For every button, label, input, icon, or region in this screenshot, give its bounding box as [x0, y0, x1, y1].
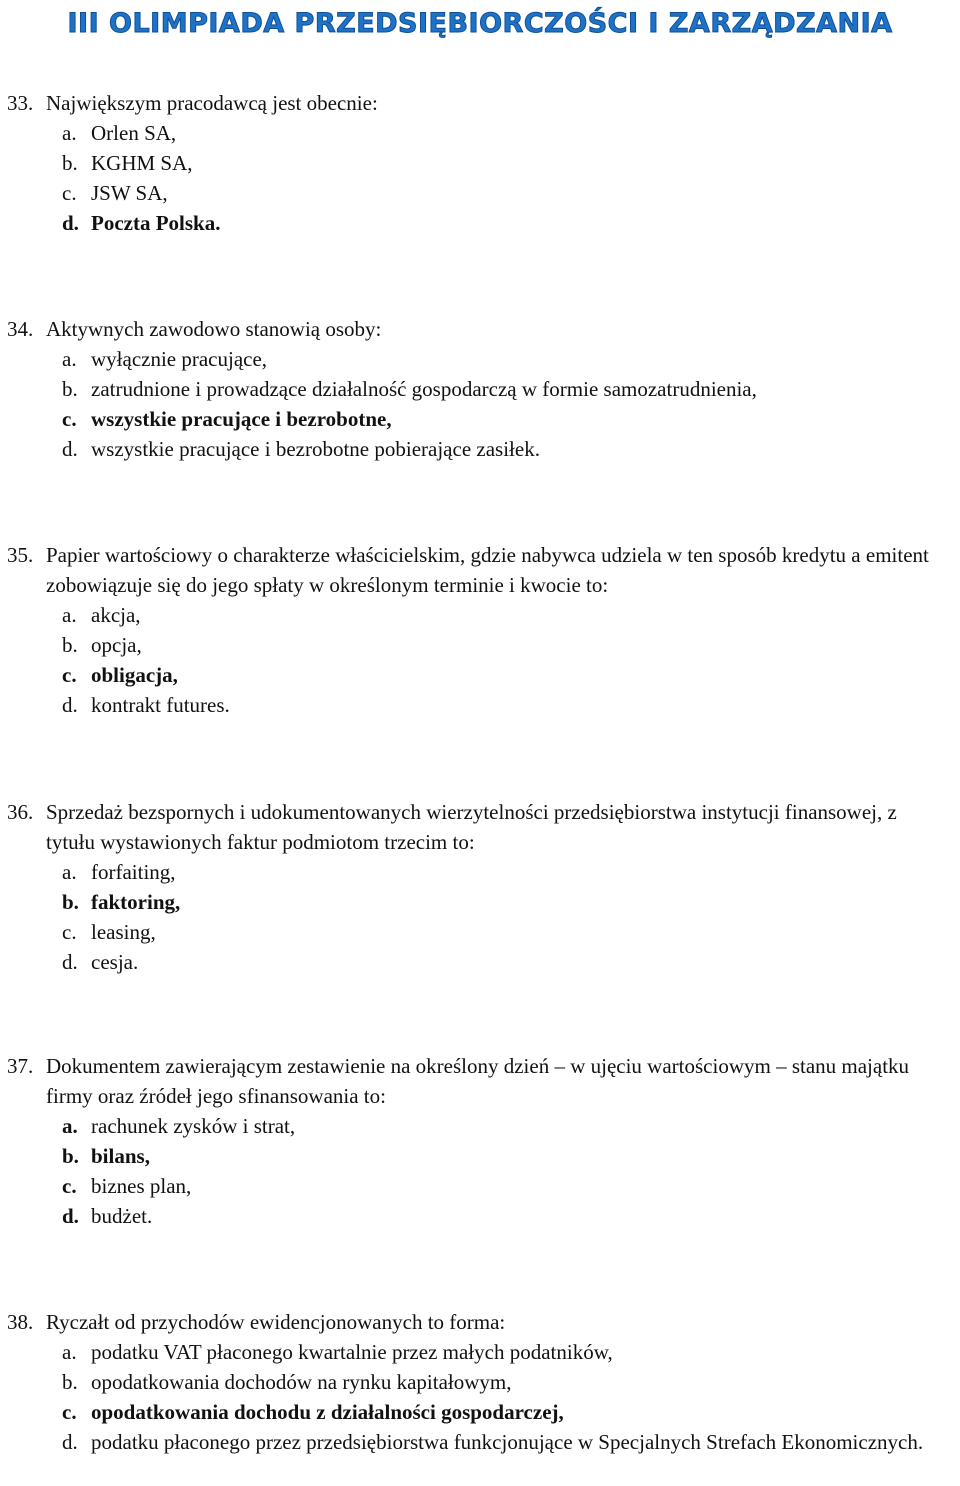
option-text: opodatkowania dochodów na rynku kapitałowym, [91, 1370, 512, 1394]
answer-option-d [0, 947, 960, 977]
answer-option-a [0, 857, 960, 887]
question-38 [0, 1307, 960, 1457]
answer-option-b [0, 630, 960, 660]
answer-option-a [0, 344, 960, 374]
answer-option-a [0, 1111, 960, 1141]
answer-option-d [0, 434, 960, 464]
option-text: cesja. [91, 950, 139, 974]
option-letter: b. [62, 1144, 79, 1168]
question-text [0, 1307, 960, 1337]
question-text [0, 540, 960, 600]
answer-option-c-correct [0, 1397, 960, 1427]
option-text: opodatkowania dochodu z działalności gospodarczej, [91, 1400, 564, 1424]
option-letter: b. [62, 151, 78, 175]
question-text [0, 88, 960, 118]
option-letter: c. [62, 663, 77, 687]
answer-option-d-correct [0, 208, 960, 238]
option-text: bilans, [91, 1144, 150, 1168]
question-number: 34. [7, 317, 34, 341]
answer-option-a [0, 1337, 960, 1367]
option-text: leasing, [91, 920, 156, 944]
option-letter: a. [62, 860, 77, 884]
option-text: budżet. [91, 1204, 153, 1228]
option-letter: d. [62, 1430, 78, 1454]
question-number: 38. [7, 1310, 34, 1334]
option-text: podatku płaconego przez przedsiębiorstwa funkcjonujące w Specjalnych Strefach Ekonomicznych. [91, 1430, 924, 1454]
answer-option-a [0, 600, 960, 630]
option-letter: a. [62, 347, 77, 371]
answer-option-b-correct [0, 887, 960, 917]
page-header-title: III OLIMPIADA PRZEDSIĘBIORCZOŚCI I ZARZĄDZANIA [67, 8, 893, 39]
question-number: 33. [7, 91, 34, 115]
option-letter: a. [62, 121, 77, 145]
option-letter: b. [62, 1370, 78, 1394]
question-stem: Aktywnych zawodowo stanowią osoby: [46, 317, 382, 341]
answer-option-d [0, 690, 960, 720]
option-letter: c. [62, 181, 77, 205]
option-text: obligacja, [91, 663, 178, 687]
question-stem: Dokumentem zawierającym zestawienie na określony dzień – w ujęciu wartościowym – stanu majątku firmy oraz źródeł jego sfinansowania to: [46, 1054, 910, 1108]
option-letter: a. [62, 1114, 78, 1138]
question-33 [0, 88, 960, 238]
option-letter: d. [62, 437, 78, 461]
option-text: biznes plan, [91, 1174, 192, 1198]
option-text: wszystkie pracujące i bezrobotne, [91, 407, 392, 431]
option-letter: b. [62, 633, 78, 657]
option-letter: d. [62, 1204, 79, 1228]
option-text: rachunek zysków i strat, [91, 1114, 296, 1138]
option-letter: a. [62, 603, 77, 627]
option-text: wszystkie pracujące i bezrobotne pobierające zasiłek. [91, 437, 540, 461]
option-letter: a. [62, 1340, 77, 1364]
answer-option-c-correct [0, 404, 960, 434]
option-text: wyłącznie pracujące, [91, 347, 268, 371]
question-stem: Ryczałt od przychodów ewidencjonowanych to forma: [46, 1310, 506, 1334]
option-text: Poczta Polska. [91, 211, 221, 235]
question-number: 35. [7, 543, 34, 567]
question-34 [0, 314, 960, 464]
answer-option-d [0, 1427, 960, 1457]
question-35 [0, 540, 960, 720]
answer-option-b [0, 1367, 960, 1397]
question-stem: Papier wartościowy o charakterze właścicielskim, gdzie nabywca udziela w ten sposób kredytu a emitent zobowiązuje się do jego spłaty w określonym terminie i kwocie to: [46, 543, 929, 597]
option-text: faktoring, [91, 890, 181, 914]
question-text [0, 314, 960, 344]
question-text [0, 797, 960, 857]
answer-option-b [0, 148, 960, 178]
option-letter: d. [62, 693, 78, 717]
question-text [0, 1051, 960, 1111]
option-text: opcja, [91, 633, 142, 657]
answer-option-c [0, 1171, 960, 1201]
option-text: Orlen SA, [91, 121, 177, 145]
question-37 [0, 1051, 960, 1231]
option-letter: b. [62, 890, 79, 914]
option-letter: c. [62, 920, 77, 944]
option-letter: b. [62, 377, 78, 401]
question-36 [0, 797, 960, 977]
option-text: JSW SA, [91, 181, 168, 205]
option-letter: d. [62, 950, 78, 974]
option-text: kontrakt futures. [91, 693, 230, 717]
option-text: zatrudnione i prowadzące działalność gospodarczą w formie samozatrudnienia, [91, 377, 757, 401]
option-letter: c. [62, 407, 77, 431]
question-stem: Sprzedaż bezspornych i udokumentowanych wierzytelności przedsiębiorstwa instytucji finansowej, z tytułu wystawionych faktur podmiotom trzecim to: [46, 800, 897, 854]
question-stem: Największym pracodawcą jest obecnie: [46, 91, 378, 115]
option-text: forfaiting, [91, 860, 176, 884]
question-number: 37. [7, 1054, 34, 1078]
answer-option-d [0, 1201, 960, 1231]
answer-option-c [0, 917, 960, 947]
answer-option-c-correct [0, 660, 960, 690]
question-number: 36. [7, 800, 34, 824]
answer-option-b [0, 374, 960, 404]
option-letter: c. [62, 1400, 77, 1424]
answer-option-b-correct [0, 1141, 960, 1171]
answer-option-c [0, 178, 960, 208]
option-text: KGHM SA, [91, 151, 193, 175]
answer-option-a [0, 118, 960, 148]
option-text: akcja, [91, 603, 141, 627]
option-letter: d. [62, 211, 79, 235]
option-text: podatku VAT płaconego kwartalnie przez małych podatników, [91, 1340, 613, 1364]
option-letter: c. [62, 1174, 77, 1198]
